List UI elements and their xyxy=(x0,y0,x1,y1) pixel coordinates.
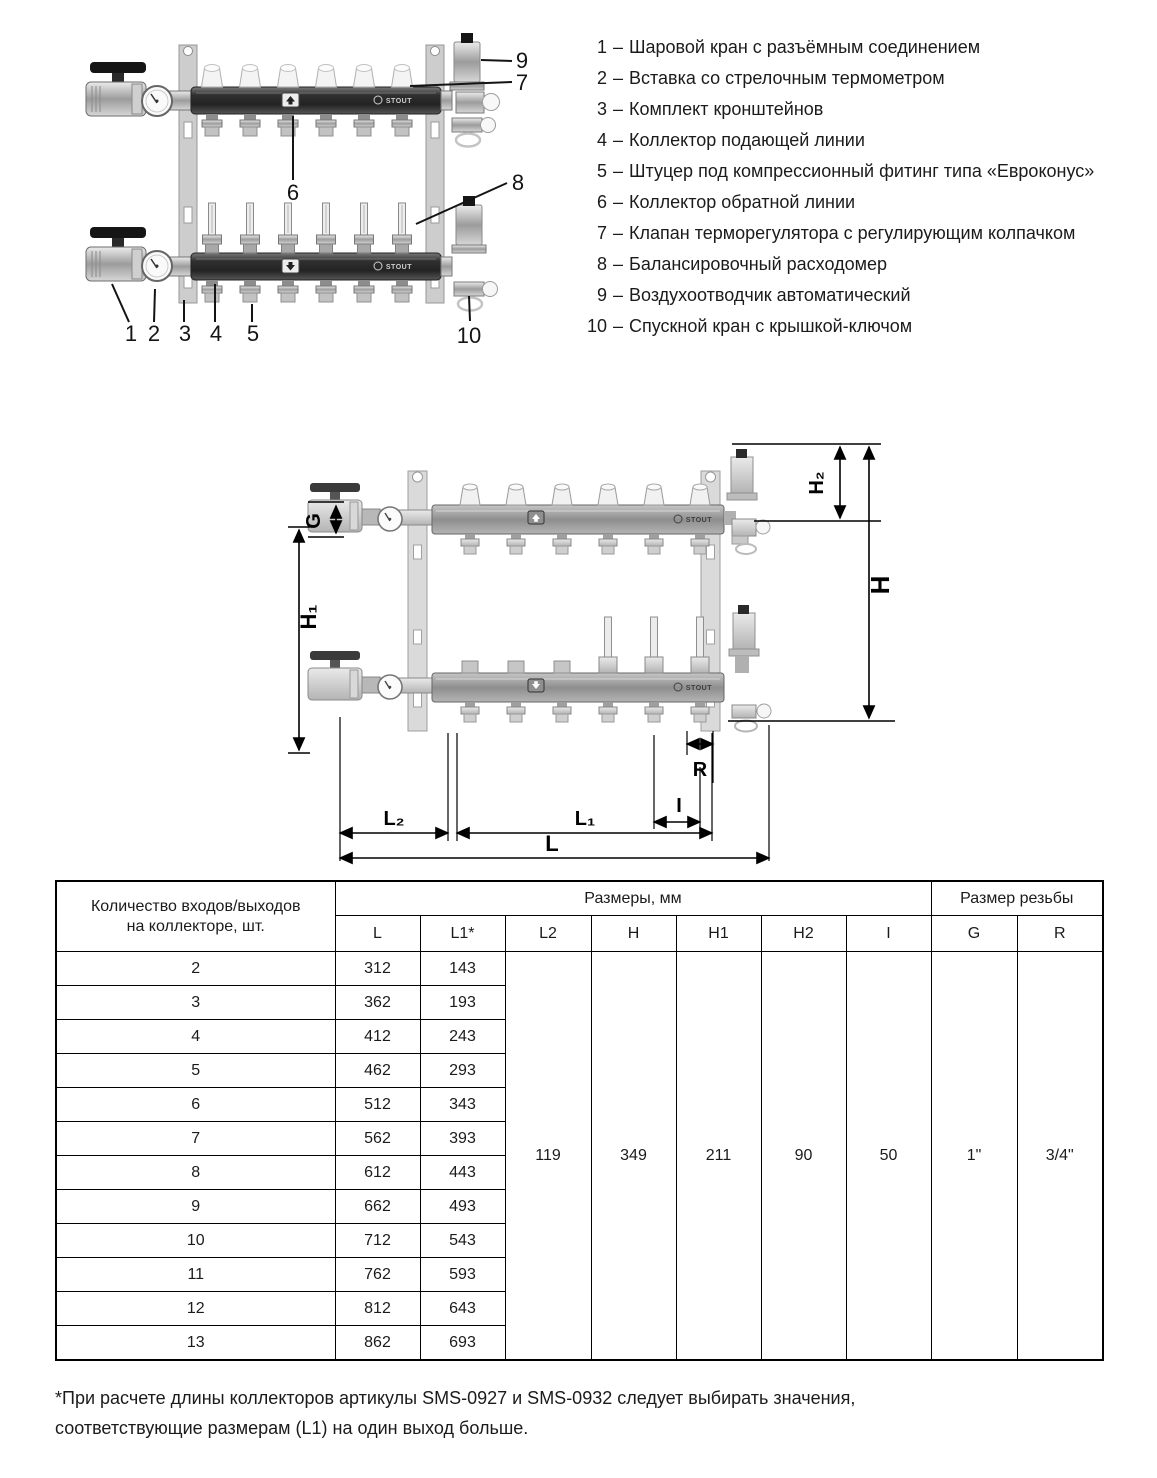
flow-meters xyxy=(599,617,709,673)
supply-manifold-bar xyxy=(378,673,724,702)
header-group-sizes: Размеры, мм xyxy=(335,881,931,916)
cell-H2-shared: 90 xyxy=(761,952,846,1361)
legend-item-text: Клапан терморегулятора с регулирующим колпачком xyxy=(629,223,1076,243)
brand-label: STOUT xyxy=(685,685,712,692)
legend-item-number: 7 xyxy=(596,223,607,243)
drain-valve-bottom xyxy=(454,282,498,311)
cell-L1: 393 xyxy=(420,1122,505,1156)
header-col-L: L xyxy=(335,916,420,952)
thermo-valve-right xyxy=(456,92,500,113)
header-col-H2: H2 xyxy=(761,916,846,952)
header-inputs-line2: на коллекторе, шт. xyxy=(126,917,265,935)
cell-L: 712 xyxy=(335,1224,420,1258)
drain-valve-top xyxy=(732,519,770,554)
valve-stubs xyxy=(462,661,570,673)
cell-count: 7 xyxy=(56,1122,335,1156)
drain-valve-top xyxy=(452,118,496,147)
eurocone-outlets-top xyxy=(202,114,412,136)
thermostatic-valve-caps xyxy=(460,484,710,505)
brand-label: STOUT xyxy=(685,517,712,524)
cell-L2-shared: 119 xyxy=(505,952,591,1361)
legend-dash: – xyxy=(612,223,623,243)
ball-valve-bottom xyxy=(308,651,362,700)
legend-item-number: 5 xyxy=(596,161,607,181)
dimension-drawing-figure xyxy=(280,435,905,865)
legend-dash: – xyxy=(612,99,623,119)
legend-item-text: Спускной кран с крышкой-ключом xyxy=(629,316,913,336)
cell-L: 862 xyxy=(335,1326,420,1361)
legend-item-text: Вставка со стрелочным термометром xyxy=(629,68,945,88)
dim-label-r: R xyxy=(692,759,708,781)
cell-L1: 643 xyxy=(420,1292,505,1326)
cell-L: 312 xyxy=(335,952,420,986)
dim-label-h2: H₂ xyxy=(806,471,828,495)
air-vent-top xyxy=(724,449,757,525)
callout-5: 5 xyxy=(246,321,260,346)
callout-2: 2 xyxy=(147,321,161,346)
brand-label: STOUT xyxy=(385,98,412,105)
legend-dash: – xyxy=(612,285,623,305)
callout-3: 3 xyxy=(178,321,192,346)
legend-item-text: Штуцер под компрессионный фитинг типа «Евроконус» xyxy=(629,161,1095,181)
legend-dash: – xyxy=(612,68,623,88)
legend-item xyxy=(580,32,1145,63)
cell-L1: 543 xyxy=(420,1224,505,1258)
legend-item xyxy=(580,218,1145,249)
header-inputs-count xyxy=(56,881,335,952)
cell-L1: 293 xyxy=(420,1054,505,1088)
cell-count: 8 xyxy=(56,1156,335,1190)
header-col-R: R xyxy=(1017,916,1103,952)
legend-item xyxy=(580,280,1145,311)
cell-L1: 443 xyxy=(420,1156,505,1190)
legend-dash: – xyxy=(612,192,623,212)
thermostatic-valve-caps xyxy=(202,65,413,88)
legend-item xyxy=(580,187,1145,218)
legend-item xyxy=(580,311,1145,342)
return-manifold-bar xyxy=(378,505,724,534)
supply-manifold-bar xyxy=(168,253,452,280)
callout-4: 4 xyxy=(209,321,223,346)
cell-L1: 193 xyxy=(420,986,505,1020)
cell-count: 11 xyxy=(56,1258,335,1292)
callout-6: 6 xyxy=(286,180,300,205)
brand-label: STOUT xyxy=(385,264,412,271)
cell-L: 512 xyxy=(335,1088,420,1122)
cell-L1: 593 xyxy=(420,1258,505,1292)
cell-count: 9 xyxy=(56,1190,335,1224)
legend-item-number: 6 xyxy=(596,192,607,212)
legend-dash: – xyxy=(612,316,623,336)
dim-label-l: L xyxy=(545,831,559,856)
cell-L: 762 xyxy=(335,1258,420,1292)
legend-item-number: 3 xyxy=(596,99,607,119)
header-group-thread: Размер резьбы xyxy=(931,881,1103,916)
dim-label-l2: L₂ xyxy=(383,808,405,830)
callout-9: 9 xyxy=(515,48,529,73)
legend-dash: – xyxy=(612,37,623,57)
ball-valve-bottom xyxy=(86,227,146,281)
thermometer-gauge-top xyxy=(378,507,402,531)
ball-valve-top xyxy=(86,62,146,116)
cell-R-shared: 3/4" xyxy=(1017,952,1103,1361)
cell-G-shared: 1" xyxy=(931,952,1017,1361)
legend-item-number: 9 xyxy=(596,285,607,305)
header-col-G: G xyxy=(931,916,1017,952)
cell-count: 5 xyxy=(56,1054,335,1088)
cell-count: 12 xyxy=(56,1292,335,1326)
legend-item xyxy=(580,156,1145,187)
callout-1: 1 xyxy=(124,321,138,346)
cell-L: 662 xyxy=(335,1190,420,1224)
legend-item-number: 10 xyxy=(586,316,607,336)
cell-L: 612 xyxy=(335,1156,420,1190)
dim-label-g: G xyxy=(303,513,325,529)
legend-dash: – xyxy=(612,254,623,274)
footnote xyxy=(55,1383,1035,1443)
legend-item-number: 2 xyxy=(596,68,607,88)
cell-L: 362 xyxy=(335,986,420,1020)
manifold-photo-figure xyxy=(60,30,560,360)
table-header-row xyxy=(56,881,1103,916)
eurocone-outlets-top xyxy=(461,534,709,554)
eurocone-outlets-bottom xyxy=(202,280,412,302)
legend-item-text: Балансировочный расходомер xyxy=(629,254,887,274)
cell-L1: 343 xyxy=(420,1088,505,1122)
dim-label-h: H xyxy=(865,575,895,595)
header-col-L2: L2 xyxy=(505,916,591,952)
cell-L: 412 xyxy=(335,1020,420,1054)
cell-count: 2 xyxy=(56,952,335,986)
legend-item-number: 4 xyxy=(596,130,607,150)
footnote-line2: соответствующие размерам (L1) на один выход больше. xyxy=(55,1418,529,1438)
legend-item xyxy=(580,125,1145,156)
cell-L: 462 xyxy=(335,1054,420,1088)
drain-valve-bottom xyxy=(732,704,771,732)
cell-count: 6 xyxy=(56,1088,335,1122)
legend-item-text: Шаровой кран с разъёмным соединением xyxy=(629,37,981,57)
return-manifold-bar xyxy=(168,87,452,114)
air-vent-bottom xyxy=(729,605,759,673)
legend-item xyxy=(580,249,1145,280)
legend-dash: – xyxy=(612,130,623,150)
header-inputs-line1: Количество входов/выходов xyxy=(90,897,301,915)
air-vent-top xyxy=(450,33,484,90)
dim-label-i: I xyxy=(676,795,682,817)
cell-H1-shared: 211 xyxy=(676,952,761,1361)
legend-item-number: 8 xyxy=(596,254,607,274)
legend-item xyxy=(580,63,1145,94)
callout-7: 7 xyxy=(515,70,529,95)
parts-legend xyxy=(580,32,1145,342)
cell-count: 3 xyxy=(56,986,335,1020)
cell-count: 13 xyxy=(56,1326,335,1361)
legend-item xyxy=(580,94,1145,125)
cell-L: 812 xyxy=(335,1292,420,1326)
legend-dash: – xyxy=(612,161,623,181)
thermometer-gauge-bottom xyxy=(142,251,172,281)
footnote-line1: *При расчете длины коллекторов артикулы SMS-0927 и SMS-0932 следует выбирать значения, xyxy=(55,1388,856,1408)
cell-count: 10 xyxy=(56,1224,335,1258)
callout-8: 8 xyxy=(511,170,525,195)
cell-L1: 693 xyxy=(420,1326,505,1361)
header-col-L1: L1* xyxy=(420,916,505,952)
thermometer-gauge-top xyxy=(142,86,172,116)
legend-item-number: 1 xyxy=(596,37,607,57)
cell-L1: 243 xyxy=(420,1020,505,1054)
callout-10: 10 xyxy=(456,323,482,348)
cell-L1: 493 xyxy=(420,1190,505,1224)
legend-item-text: Коллектор подающей линии xyxy=(629,130,865,150)
dim-label-h1: H₁ xyxy=(296,604,321,630)
cell-L: 562 xyxy=(335,1122,420,1156)
cell-H-shared: 349 xyxy=(591,952,676,1361)
legend-item-text: Комплект кронштейнов xyxy=(629,99,824,119)
header-col-H: H xyxy=(591,916,676,952)
thermometer-gauge-bottom xyxy=(378,675,402,699)
legend-item-text: Коллектор обратной линии xyxy=(629,192,856,212)
cell-I-shared: 50 xyxy=(846,952,931,1361)
flow-meters xyxy=(203,203,412,253)
header-col-I: I xyxy=(846,916,931,952)
eurocone-outlets-bottom xyxy=(461,702,709,722)
cell-L1: 143 xyxy=(420,952,505,986)
table-row xyxy=(56,952,1103,986)
legend-item-text: Воздухоотводчик автоматический xyxy=(629,285,911,305)
header-col-H1: H1 xyxy=(676,916,761,952)
dim-label-l1: L₁ xyxy=(574,808,596,830)
dimensions-table xyxy=(55,880,1104,1361)
cell-count: 4 xyxy=(56,1020,335,1054)
